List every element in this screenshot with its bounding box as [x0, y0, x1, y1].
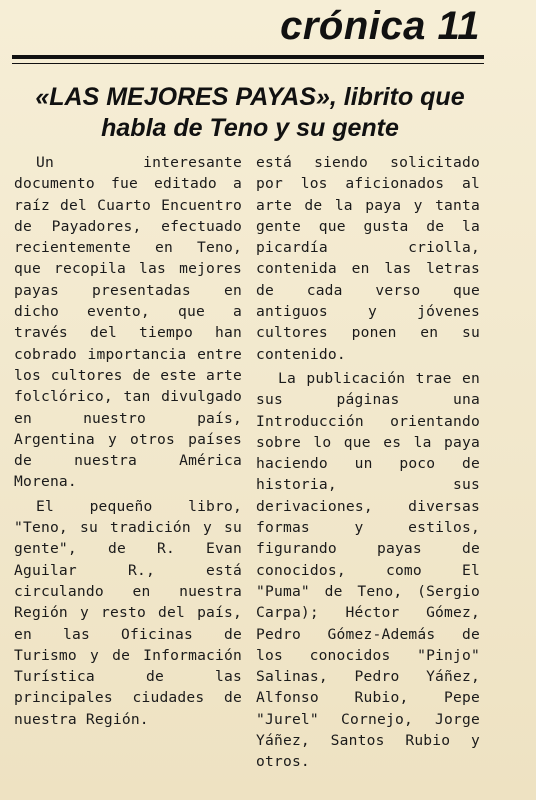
article-column-left [14, 152, 242, 730]
article-paragraph: está siendo solicitado por los aficionados al arte de la paya y tanta gente que gusta de la picardía criolla, contenida en las letras de cada verso que antiguos y jóvenes cultores ponen en su contenido. [256, 154, 480, 363]
section-title: crónica 11 [280, 4, 480, 48]
header-rule-thin [12, 63, 484, 64]
article-paragraph: Un interesante documento fue editado a raíz del Cuarto Encuentro de Payadores, efectuado recientemente en Teno, que recopila las mejores payas presentadas en dicho evento, que a través del tiempo han cobrado importancia entre los cultores de este arte folclórico, tan divulgado en nuestro país, Argentina y otros países de nuestra América Morena. [14, 154, 242, 491]
article-column-right [256, 152, 480, 773]
header-rule [12, 55, 484, 59]
article-paragraph: La publicación trae en sus páginas una Introducción orientando sobre lo que es la paya haciendo un poco de historia, sus derivaciones, diversas formas y estilos, figurando payas de conocidos, como El "Puma" de Teno, (Sergio Carpa); Héctor Gómez, Pedro Gómez-Además de los conocidos "Pinjo" Salinas, Pedro Yáñez, Alfonso Rubio, Pepe "Jurel" Cornejo, Jorge Yáñez, Santos Rubio y otros. [256, 369, 480, 771]
article-paragraph: El pequeño libro, "Teno, su tradición y su gente", de R. Evan Aguilar R., está circulando en nuestra Región y resto del país, en las Oficinas de Turismo y de Información Turística de las principales ciudades de nuestra Región. [14, 497, 242, 728]
article-headline: «LAS MEJORES PAYAS», librito que habla de Teno y su gente [35, 83, 465, 142]
